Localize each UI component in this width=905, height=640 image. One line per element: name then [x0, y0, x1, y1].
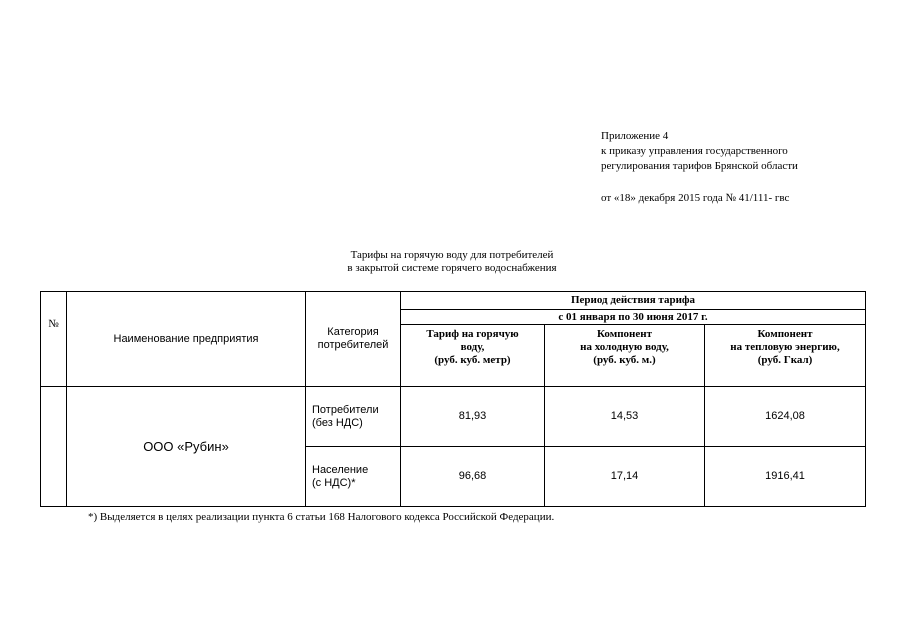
appendix-order-date: от «18» декабря 2015 года № 41/111- гвс: [601, 192, 790, 204]
header-number: №: [41, 292, 67, 387]
header-cold-water-component: [545, 325, 705, 387]
appendix-order-ref: к приказу управления государственного: [601, 145, 788, 157]
table-row: [41, 387, 866, 447]
cold-water-value: 17,14: [545, 447, 705, 507]
company-name: ООО «Рубин»: [67, 387, 306, 507]
header-period: Период действия тарифа: [401, 292, 866, 310]
appendix-authority: регулирования тарифов Брянской области: [601, 160, 798, 172]
document-title: [302, 249, 602, 275]
title-line-2: в закрытой системе горячего водоснабжения: [347, 262, 557, 274]
header-heat-line-2: на тепловую энергию,: [730, 341, 840, 353]
header-hot-water-line-2: воду,: [460, 341, 485, 353]
header-company: Наименование предприятия: [67, 292, 306, 387]
category-cell: [306, 447, 401, 507]
header-category: [306, 292, 401, 387]
header-category-line-2: потребителей: [317, 339, 389, 351]
category-line-1: Потребители: [312, 403, 379, 416]
header-heat-component: [705, 325, 866, 387]
heat-value: 1624,08: [705, 387, 866, 447]
category-line-2: (с НДС)*: [312, 476, 356, 489]
hot-water-value: 96,68: [401, 447, 545, 507]
header-category-line-1: Категория: [327, 326, 379, 338]
appendix-block: [601, 129, 798, 206]
header-cold-water-line-1: Компонент: [596, 328, 652, 340]
header-cold-water-line-3: (руб. куб. м.): [593, 354, 656, 366]
header-heat-line-3: (руб. Гкал): [757, 354, 813, 366]
cell-number: [41, 387, 67, 507]
header-heat-line-1: Компонент: [757, 328, 813, 340]
category-line-2: (без НДС): [312, 416, 363, 429]
appendix-label: Приложение 4: [601, 130, 669, 142]
category-line-1: Население: [312, 463, 369, 476]
header-cold-water-line-2: на холодную воду,: [580, 341, 669, 353]
header-period-range: с 01 января по 30 июня 2017 г.: [401, 310, 866, 325]
header-hot-water-tariff: [401, 325, 545, 387]
hot-water-value: 81,93: [401, 387, 545, 447]
tariff-table: [40, 291, 866, 507]
heat-value: 1916,41: [705, 447, 866, 507]
cold-water-value: 14,53: [545, 387, 705, 447]
category-cell: [306, 387, 401, 447]
header-hot-water-line-1: Тариф на горячую: [426, 328, 519, 340]
footnote: *) Выделяется в целях реализации пункта 6 статьи 168 Налогового кодекса Российской Федерации.: [88, 511, 555, 523]
header-hot-water-line-3: (руб. куб. метр): [434, 354, 511, 366]
title-line-1: Тарифы на горячую воду для потребителей: [350, 249, 554, 261]
